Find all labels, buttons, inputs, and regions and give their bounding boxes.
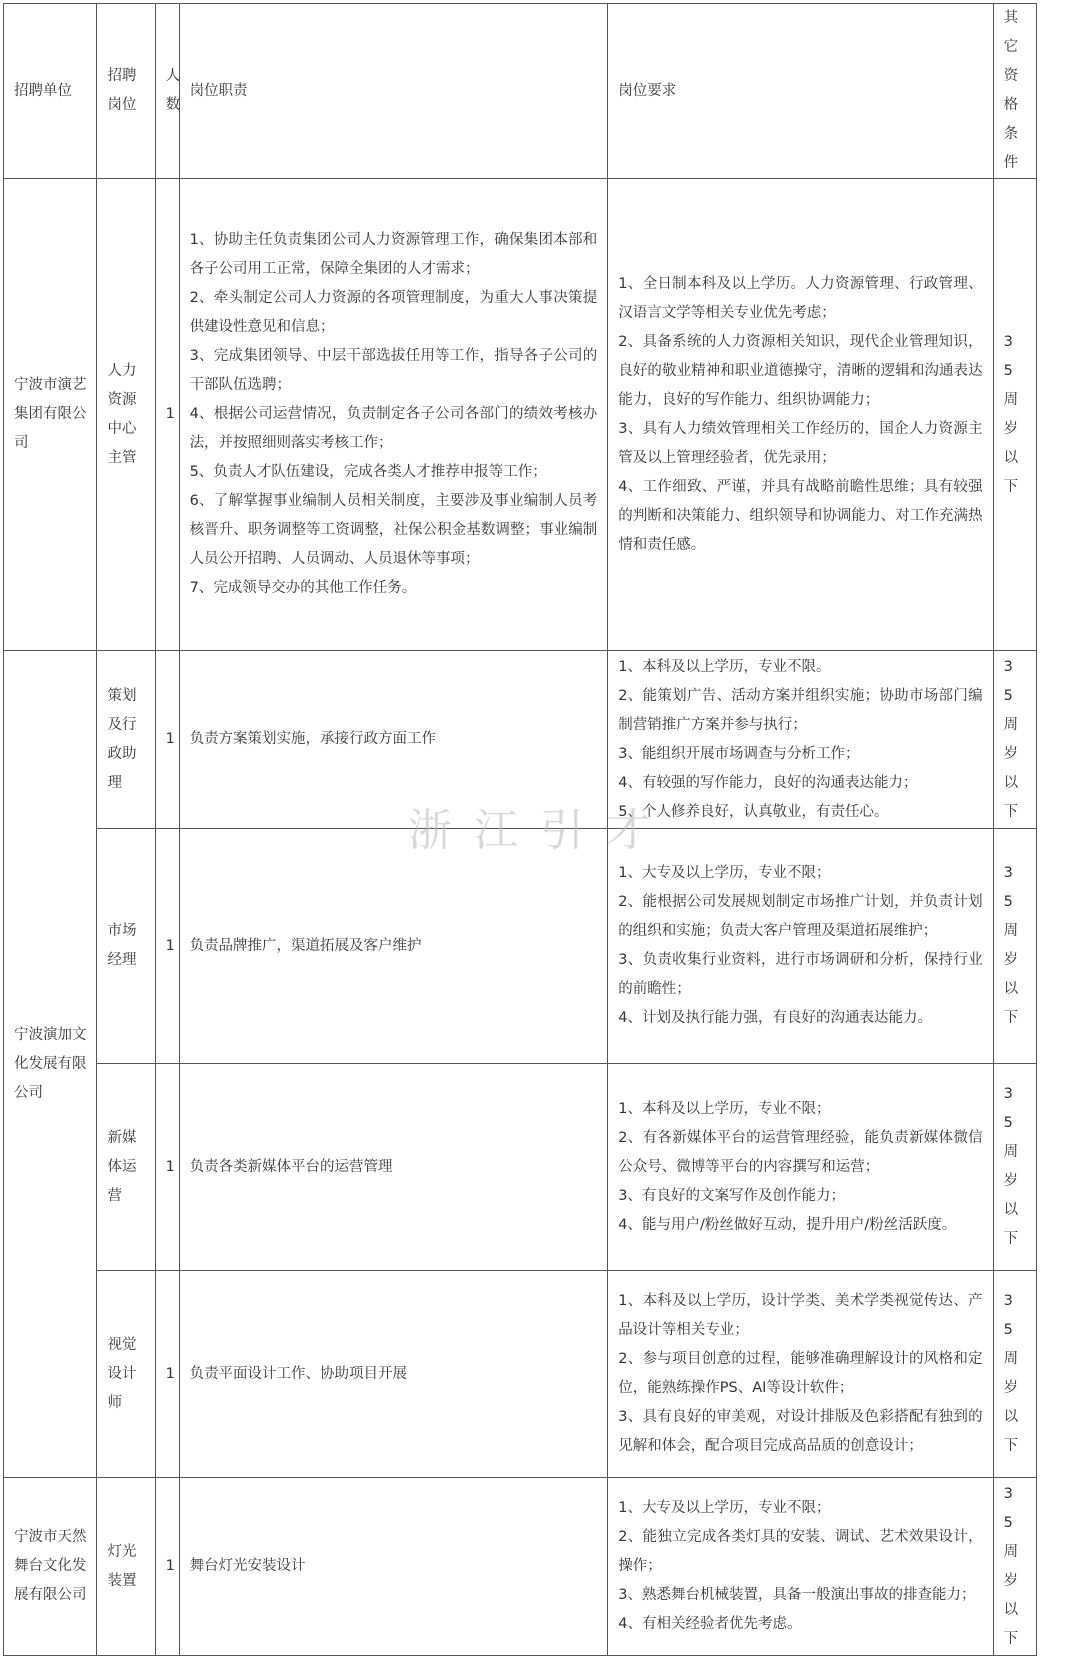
watermark-text: 浙江引才 <box>408 805 672 856</box>
count-cell: 1 <box>155 1478 179 1656</box>
other-cell: 35周岁以下 <box>993 1478 1036 1656</box>
table-row <box>4 829 1037 1064</box>
header-position: 招聘岗位 <box>97 4 155 179</box>
requirement-line: 4、工作细致、严谨，并具有战略前瞻性思维；具有较强的判断和决策能力、组织领导和协调能力、对工作充满热情和责任感。 <box>618 478 983 553</box>
requirement-line: 3、能组织开展市场调查与分析工作； <box>618 745 860 762</box>
header-other: 其它资格条件 <box>993 4 1036 179</box>
requirement-cell <box>608 829 993 1064</box>
requirement-line: 1、本科及以上学历，设计学类、美术学类视觉传达、产品设计等相关专业； <box>618 1293 983 1338</box>
requirement-line: 1、大专及以上学历，专业不限； <box>618 865 831 881</box>
duty-line: 2、牵头制定公司人力资源的各项管理制度，为重大人事决策提供建设性意见和信息； <box>189 290 598 335</box>
requirement-line: 1、本科及以上学历，专业不限； <box>618 1100 831 1117</box>
table-row <box>4 179 1037 651</box>
duty-line: 5、负责人才队伍建设，完成各类人才推荐申报等工作； <box>189 464 547 480</box>
org-cell: 宁波市演艺集团有限公司 <box>4 179 97 651</box>
requirement-line: 3、熟悉舞台机械装置，具备一般演出事故的排查能力； <box>618 1587 976 1603</box>
header-duty: 岗位职责 <box>179 4 608 179</box>
duty-cell: 负责方案策划实施，承接行政方面工作 <box>179 651 608 829</box>
duty-line: 1、协助主任负责集团公司人力资源管理工作，确保集团本部和各子公司用工正常，保障全集团的人才需求； <box>189 232 598 277</box>
count-cell: 1 <box>155 179 179 651</box>
count-cell: 1 <box>155 651 179 829</box>
table-row <box>4 651 1037 829</box>
requirement-line: 3、具有良好的审美观，对设计排版及色彩搭配有独到的见解和体会，配合项目完成高品质的创意设计； <box>618 1409 983 1454</box>
requirement-cell <box>608 179 993 651</box>
requirement-line: 4、计划及执行能力强，有良好的沟通表达能力。 <box>618 1010 932 1026</box>
duty-line: 3、完成集团领导、中层干部选拔任用等工作，指导各子公司的干部队伍选聘； <box>189 348 598 393</box>
requirement-line: 3、有良好的文案写作及创作能力； <box>618 1187 845 1204</box>
recruitment-table <box>3 3 1037 1656</box>
requirement-line: 2、参与项目创意的过程，能够准确理解设计的风格和定位，能熟练操作PS、AI等设计软件； <box>618 1351 983 1396</box>
requirement-line: 2、能根据公司发展规划制定市场推广计划，并负责计划的组织和实施；负责大客户管理及渠道拓展维护； <box>618 894 983 939</box>
requirement-line: 4、有相关经验者优先考虑。 <box>618 1616 802 1632</box>
table-header-row <box>4 4 1037 179</box>
position-cell: 人力资源中心主管 <box>97 179 155 651</box>
requirement-line: 2、有各新媒体平台的运营管理经验，能负责新媒体微信公众号、微博等平台的内容撰写和运营； <box>618 1129 983 1175</box>
other-cell: 35周岁以下 <box>993 1064 1036 1271</box>
position-cell: 市场经理 <box>97 829 155 1064</box>
position-cell: 视觉设计师 <box>97 1271 155 1478</box>
requirement-line: 3、负责收集行业资料，进行市场调研和分析，保持行业的前瞻性； <box>618 952 983 997</box>
duty-cell: 负责平面设计工作、协助项目开展 <box>179 1271 608 1478</box>
count-cell: 1 <box>155 1064 179 1271</box>
other-cell: 35周岁以下 <box>993 829 1036 1064</box>
requirement-line: 2、具备系统的人力资源相关知识，现代企业管理知识，良好的敬业精神和职业道德操守，清晰的逻辑和沟通表达能力，良好的写作能力、组织协调能力； <box>618 333 983 408</box>
requirement-line: 4、能与用户/粉丝做好互动，提升用户/粉丝活跃度。 <box>618 1216 957 1233</box>
table-row <box>4 1064 1037 1271</box>
requirement-line: 3、具有人力绩效管理相关工作经历的，国企人力资源主管及以上管理经验者，优先录用； <box>618 420 983 466</box>
requirement-line: 5、个人修养良好，认真敬业，有责任心。 <box>618 803 889 820</box>
org-cell: 宁波演加文化发展有限公司 <box>4 651 97 1478</box>
requirement-line: 1、大专及以上学历，专业不限； <box>618 1500 831 1516</box>
duty-cell <box>179 179 608 651</box>
duty-cell: 负责各类新媒体平台的运营管理 <box>179 1064 608 1271</box>
count-cell: 1 <box>155 829 179 1064</box>
other-cell: 35周岁以下 <box>993 1271 1036 1478</box>
duty-line: 7、完成领导交办的其他工作任务。 <box>189 580 417 596</box>
other-cell: 35周岁以下 <box>993 651 1036 829</box>
duty-cell: 负责品牌推广，渠道拓展及客户维护 <box>179 829 608 1064</box>
position-cell: 新媒体运营 <box>97 1064 155 1271</box>
requirement-line: 1、本科及以上学历，专业不限。 <box>618 658 831 675</box>
duty-line: 4、根据公司运营情况，负责制定各子公司各部门的绩效考核办法，并按照细则落实考核工作； <box>189 406 598 451</box>
duty-line: 6、了解掌握事业编制人员相关制度，主要涉及事业编制人员考核晋升、职务调整等工资调整，社保公积金基数调整；事业编制人员公开招聘、人员调动、人员退休等事项； <box>189 493 598 567</box>
count-cell: 1 <box>155 1271 179 1478</box>
requirement-line: 2、能策划广告、活动方案并组织实施；协助市场部门编制营销推广方案并参与执行； <box>618 687 983 733</box>
requirement-cell <box>608 651 993 829</box>
other-cell: 35周岁以下 <box>993 179 1036 651</box>
requirement-line: 1、全日制本科及以上学历。人力资源管理、行政管理、汉语言文学等相关专业优先考虑； <box>618 275 983 321</box>
requirement-line: 4、有较强的写作能力，良好的沟通表达能力； <box>618 774 918 791</box>
requirement-line: 2、能独立完成各类灯具的安装、调试、艺术效果设计，操作； <box>618 1529 983 1574</box>
header-requirement: 岗位要求 <box>608 4 993 179</box>
requirement-cell <box>608 1271 993 1478</box>
header-count: 人数 <box>155 4 179 179</box>
table-row <box>4 1271 1037 1478</box>
header-org: 招聘单位 <box>4 4 97 179</box>
position-cell: 策划及行政助理 <box>97 651 155 829</box>
duty-cell: 舞台灯光安装设计 <box>179 1478 608 1656</box>
requirement-cell <box>608 1064 993 1271</box>
position-cell: 灯光装置 <box>97 1478 155 1656</box>
org-cell: 宁波市天然舞台文化发展有限公司 <box>4 1478 97 1656</box>
